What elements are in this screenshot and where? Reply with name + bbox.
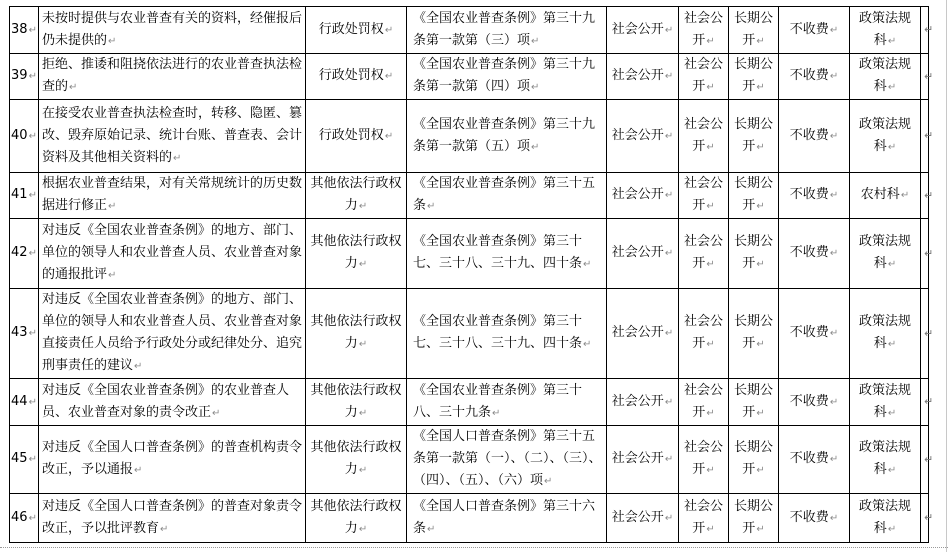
paragraph-mark-icon: ↵ xyxy=(829,190,839,201)
disclosure-object-cell xyxy=(679,219,729,289)
paragraph-mark-icon: ↵ xyxy=(358,339,368,350)
table-row xyxy=(10,494,929,543)
fee-cell xyxy=(779,426,850,494)
paragraph-mark-icon: ↵ xyxy=(756,201,765,212)
paragraph-mark-icon: ↵ xyxy=(108,270,117,281)
department-cell xyxy=(850,7,921,54)
paragraph-mark-icon: ↵ xyxy=(829,71,839,82)
disclosure-object-text: 社会公开 xyxy=(683,234,723,271)
disclosure-period-text: 长期公开 xyxy=(733,440,773,477)
paragraph-mark-icon: ↵ xyxy=(28,328,37,339)
paragraph-mark-icon: ↵ xyxy=(384,130,394,142)
legal-basis-cell xyxy=(407,54,607,100)
paragraph-mark-icon: ↵ xyxy=(28,512,37,524)
paragraph-mark-icon: ↵ xyxy=(887,523,897,535)
disclosure-scope-cell xyxy=(607,54,679,100)
fee-text: 不收费 xyxy=(789,21,829,37)
fee-text: 不收费 xyxy=(789,127,829,143)
paragraph-mark-icon: ↵ xyxy=(706,339,715,350)
power-type-text: 其他依法行政权力 xyxy=(310,234,402,271)
paragraph-mark-icon: ↵ xyxy=(384,24,394,36)
paragraph-mark-icon: ↵ xyxy=(756,407,765,419)
paragraph-mark-icon: ↵ xyxy=(756,339,765,350)
paragraph-mark-icon: ↵ xyxy=(829,396,839,408)
row-end-mark-icon: ↵ xyxy=(924,326,934,340)
paragraph-mark-icon: ↵ xyxy=(69,82,78,93)
disclosure-scope-cell xyxy=(607,379,679,426)
row-number-text: 46 xyxy=(11,509,28,525)
paragraph-mark-icon: ↵ xyxy=(664,130,674,142)
fee-text: 不收费 xyxy=(789,325,829,340)
paragraph-mark-icon: ↵ xyxy=(358,259,368,270)
disclosure-object-text: 社会公开 xyxy=(683,382,723,420)
paragraph-mark-icon: ↵ xyxy=(706,523,715,535)
power-type-text: 行政处罚权 xyxy=(318,21,384,37)
department-text: 政策法规科 xyxy=(858,440,911,477)
fee-cell xyxy=(779,54,850,100)
table-row xyxy=(10,379,929,426)
row-number-text: 43 xyxy=(11,325,28,340)
row-end-mark-icon: ↵ xyxy=(924,511,934,524)
row-end-mark-cell xyxy=(921,173,934,219)
row-end-mark-cell xyxy=(921,426,934,494)
legal-basis-text: 《全国农业普查条例》第三十九条第一款第（三）项 xyxy=(413,10,596,48)
paragraph-mark-icon: ↵ xyxy=(829,328,839,339)
paragraph-mark-icon: ↵ xyxy=(706,259,715,270)
department-cell xyxy=(850,494,921,543)
paragraph-mark-icon: ↵ xyxy=(706,35,715,47)
fee-cell xyxy=(779,100,850,173)
fee-cell xyxy=(779,494,850,543)
paragraph-mark-icon: ↵ xyxy=(887,339,897,350)
item-name-cell xyxy=(39,173,306,219)
fee-text: 不收费 xyxy=(789,393,829,409)
row-number-text: 42 xyxy=(11,245,28,260)
paragraph-mark-icon: ↵ xyxy=(887,82,897,93)
disclosure-period-cell xyxy=(729,100,779,173)
row-end-mark-icon: ↵ xyxy=(924,129,934,142)
row-end-mark-cell xyxy=(921,100,934,173)
row-number-cell xyxy=(10,54,39,100)
row-number-cell xyxy=(10,426,39,494)
item-name-text: 在接受农业普查执法检查时，转移、隐匿、篡改、毁弃原始记录、统计台账、普查表、会计资料及其他相关资料的 xyxy=(42,105,303,165)
paragraph-mark-icon: ↵ xyxy=(358,407,368,419)
disclosure-object-cell xyxy=(679,54,729,100)
paragraph-mark-icon: ↵ xyxy=(756,82,765,93)
row-end-mark-cell xyxy=(921,54,934,100)
paragraph-mark-icon: ↵ xyxy=(664,396,674,408)
item-name-text: 对违反《全国人口普查条例》的普查机构责令改正，予以通报 xyxy=(42,440,303,477)
paragraph-mark-icon: ↵ xyxy=(583,259,592,270)
disclosure-object-cell xyxy=(679,7,729,54)
power-type-text: 其他依法行政权力 xyxy=(310,498,402,536)
power-type-cell xyxy=(306,54,407,100)
paragraph-mark-icon: ↵ xyxy=(756,465,765,476)
legal-basis-cell xyxy=(407,494,607,543)
disclosure-scope-text: 社会公开 xyxy=(611,509,664,525)
disclosure-scope-text: 社会公开 xyxy=(611,187,664,202)
disclosure-object-cell xyxy=(679,426,729,494)
disclosure-period-cell xyxy=(729,54,779,100)
table-body xyxy=(10,7,934,543)
paragraph-mark-icon: ↵ xyxy=(887,407,897,419)
paragraph-mark-icon: ↵ xyxy=(706,407,715,419)
department-text: 政策法规科 xyxy=(858,234,911,271)
paragraph-mark-icon: ↵ xyxy=(28,130,37,142)
paragraph-mark-icon: ↵ xyxy=(134,465,143,476)
paragraph-mark-icon: ↵ xyxy=(706,201,715,212)
item-name-cell xyxy=(39,426,306,494)
table-row xyxy=(10,173,929,219)
disclosure-scope-text: 社会公开 xyxy=(611,325,664,340)
row-number-cell xyxy=(10,379,39,426)
disclosure-object-text: 社会公开 xyxy=(683,176,723,213)
item-name-cell xyxy=(39,494,306,543)
row-end-mark-icon: ↵ xyxy=(924,69,934,83)
row-number-cell xyxy=(10,494,39,543)
paragraph-mark-icon: ↵ xyxy=(756,35,765,47)
row-end-mark-cell xyxy=(921,7,934,54)
disclosure-object-text: 社会公开 xyxy=(683,314,723,351)
table-row xyxy=(10,426,929,494)
disclosure-period-cell xyxy=(729,494,779,543)
disclosure-period-text: 长期公开 xyxy=(733,314,773,351)
disclosure-object-text: 社会公开 xyxy=(683,10,723,48)
department-text: 政策法规科 xyxy=(858,498,911,536)
power-type-cell xyxy=(306,379,407,426)
item-name-cell xyxy=(39,100,306,173)
fee-text: 不收费 xyxy=(789,451,829,466)
paragraph-mark-icon: ↵ xyxy=(887,465,897,476)
department-text: 政策法规科 xyxy=(858,116,911,154)
power-type-text: 行政处罚权 xyxy=(318,68,384,83)
paragraph-mark-icon: ↵ xyxy=(531,141,540,153)
paragraph-mark-icon: ↵ xyxy=(358,523,368,535)
paragraph-mark-icon: ↵ xyxy=(706,82,715,93)
disclosure-scope-text: 社会公开 xyxy=(611,127,664,143)
disclosure-object-cell xyxy=(679,289,729,379)
paragraph-mark-icon: ↵ xyxy=(427,523,436,535)
paragraph-mark-icon: ↵ xyxy=(427,201,436,212)
power-type-text: 行政处罚权 xyxy=(318,127,384,143)
row-number-text: 38 xyxy=(11,21,28,37)
legal-basis-cell xyxy=(407,379,607,426)
power-type-cell xyxy=(306,173,407,219)
paragraph-mark-icon: ↵ xyxy=(28,396,37,408)
disclosure-scope-text: 社会公开 xyxy=(611,393,664,409)
power-type-cell xyxy=(306,426,407,494)
paragraph-mark-icon: ↵ xyxy=(706,141,715,153)
department-cell xyxy=(850,173,921,219)
paragraph-mark-icon: ↵ xyxy=(160,523,169,535)
legal-basis-cell xyxy=(407,289,607,379)
paragraph-mark-icon: ↵ xyxy=(358,465,368,476)
row-number-text: 41 xyxy=(11,187,28,202)
paragraph-mark-icon: ↵ xyxy=(28,190,37,201)
power-list-table xyxy=(9,6,934,543)
row-end-mark-icon: ↵ xyxy=(924,246,934,260)
row-number-text: 39 xyxy=(11,68,28,83)
row-end-mark-cell xyxy=(921,379,934,426)
row-number-text: 40 xyxy=(11,127,28,143)
paragraph-mark-icon: ↵ xyxy=(664,512,674,524)
fee-cell xyxy=(779,173,850,219)
power-type-text: 其他依法行政权力 xyxy=(310,382,402,420)
paragraph-mark-icon: ↵ xyxy=(887,259,897,270)
paragraph-mark-icon: ↵ xyxy=(829,454,839,465)
item-name-text: 根据农业普查结果，对有关常规统计的历史数据进行修正 xyxy=(42,176,303,213)
item-name-cell xyxy=(39,379,306,426)
item-name-cell xyxy=(39,54,306,100)
disclosure-scope-text: 社会公开 xyxy=(611,21,664,37)
row-number-text: 44 xyxy=(11,393,28,409)
disclosure-scope-cell xyxy=(607,426,679,494)
disclosure-scope-cell xyxy=(607,494,679,543)
disclosure-period-text: 长期公开 xyxy=(733,498,773,536)
department-text: 农村科 xyxy=(860,187,900,202)
legal-basis-text: 《全国农业普查条例》第三十九条第一款第（四）项 xyxy=(413,57,596,94)
paragraph-mark-icon: ↵ xyxy=(531,82,540,93)
power-type-text: 其他依法行政权力 xyxy=(310,176,402,213)
disclosure-period-cell xyxy=(729,289,779,379)
disclosure-period-cell xyxy=(729,173,779,219)
paragraph-mark-icon: ↵ xyxy=(664,24,674,36)
paragraph-mark-icon: ↵ xyxy=(829,24,839,36)
paragraph-mark-icon: ↵ xyxy=(531,35,540,47)
paragraph-mark-icon: ↵ xyxy=(173,152,182,164)
disclosure-scope-cell xyxy=(607,100,679,173)
disclosure-scope-cell xyxy=(607,173,679,219)
fee-cell xyxy=(779,219,850,289)
paragraph-mark-icon: ↵ xyxy=(212,407,221,419)
disclosure-period-cell xyxy=(729,426,779,494)
disclosure-object-cell xyxy=(679,100,729,173)
paragraph-mark-icon: ↵ xyxy=(829,130,839,142)
power-type-text: 其他依法行政权力 xyxy=(310,314,402,351)
fee-cell xyxy=(779,7,850,54)
row-number-cell xyxy=(10,7,39,54)
power-type-cell xyxy=(306,100,407,173)
paragraph-mark-icon: ↵ xyxy=(664,190,674,201)
row-end-mark-icon: ↵ xyxy=(924,23,934,36)
disclosure-period-text: 长期公开 xyxy=(733,116,773,154)
disclosure-object-text: 社会公开 xyxy=(683,440,723,477)
disclosure-object-cell xyxy=(679,494,729,543)
paragraph-mark-icon: ↵ xyxy=(28,24,37,36)
legal-basis-text: 《全国人口普查条例》第三十五条第一款第（一）、（二）、（三）、（四）、（五）、（六）项 xyxy=(413,429,602,488)
item-name-cell xyxy=(39,7,306,54)
power-type-cell xyxy=(306,289,407,379)
power-type-cell xyxy=(306,7,407,54)
paragraph-mark-icon: ↵ xyxy=(492,407,501,419)
paragraph-mark-icon: ↵ xyxy=(829,512,839,524)
row-number-cell xyxy=(10,219,39,289)
legal-basis-cell xyxy=(407,7,607,54)
row-number-cell xyxy=(10,173,39,219)
fee-text: 不收费 xyxy=(789,68,829,83)
paragraph-mark-icon: ↵ xyxy=(664,248,674,259)
legal-basis-text: 《全国农业普查条例》第三十八、三十九条 xyxy=(413,382,583,420)
paragraph-mark-icon: ↵ xyxy=(108,35,117,47)
row-end-mark-cell xyxy=(921,219,934,289)
page-right-edge xyxy=(946,0,947,552)
paragraph-mark-icon: ↵ xyxy=(756,141,765,153)
department-cell xyxy=(850,219,921,289)
row-number-cell xyxy=(10,100,39,173)
row-end-mark-cell xyxy=(921,289,934,379)
department-cell xyxy=(850,426,921,494)
table-row xyxy=(10,54,929,100)
paragraph-mark-icon: ↵ xyxy=(384,71,394,82)
disclosure-scope-cell xyxy=(607,7,679,54)
disclosure-scope-cell xyxy=(607,289,679,379)
legal-basis-text: 《全国人口普查条例》第三十六条 xyxy=(413,498,596,536)
fee-cell xyxy=(779,289,850,379)
page-bottom-edge xyxy=(0,547,948,548)
paragraph-mark-icon: ↵ xyxy=(756,259,765,270)
legal-basis-cell xyxy=(407,426,607,494)
item-name-text: 未按时提供与农业普查有关的资料，经催报后仍未提供的 xyxy=(42,10,303,48)
disclosure-object-cell xyxy=(679,173,729,219)
fee-text: 不收费 xyxy=(789,187,829,202)
legal-basis-text: 《全国农业普查条例》第三十七、三十八、三十九、四十条 xyxy=(413,234,583,271)
disclosure-period-text: 长期公开 xyxy=(733,234,773,271)
row-number-cell xyxy=(10,289,39,379)
disclosure-period-text: 长期公开 xyxy=(733,176,773,213)
department-text: 政策法规科 xyxy=(858,10,911,48)
department-cell xyxy=(850,54,921,100)
legal-basis-text: 《全国农业普查条例》第三十九条第一款第（五）项 xyxy=(413,116,596,154)
paragraph-mark-icon: ↵ xyxy=(108,201,117,212)
department-cell xyxy=(850,100,921,173)
department-text: 政策法规科 xyxy=(858,57,911,94)
item-name-cell xyxy=(39,219,306,289)
table-row xyxy=(10,219,929,289)
paragraph-mark-icon: ↵ xyxy=(664,328,674,339)
paragraph-mark-icon: ↵ xyxy=(664,454,674,465)
paragraph-mark-icon: ↵ xyxy=(887,141,897,153)
department-cell xyxy=(850,289,921,379)
paragraph-mark-icon: ↵ xyxy=(358,201,368,212)
disclosure-period-cell xyxy=(729,219,779,289)
department-text: 政策法规科 xyxy=(858,314,911,351)
disclosure-period-cell xyxy=(729,7,779,54)
disclosure-scope-cell xyxy=(607,219,679,289)
paragraph-mark-icon: ↵ xyxy=(134,361,143,372)
power-type-text: 其他依法行政权力 xyxy=(310,440,402,477)
disclosure-object-text: 社会公开 xyxy=(683,116,723,154)
paragraph-mark-icon: ↵ xyxy=(664,71,674,82)
item-name-text: 对违反《全国农业普查条例》的地方、部门、单位的领导人和农业普查人员、农业普查对象的通报批评 xyxy=(42,223,303,282)
item-name-text: 对违反《全国农业普查条例》的地方、部门、单位的领导人和农业普查人员、农业普查对象直接责任人员给予行政处分或纪律处分、追究刑事责任的建议 xyxy=(42,292,303,373)
row-end-mark-icon: ↵ xyxy=(924,188,934,202)
table-row xyxy=(10,100,929,173)
legal-basis-text: 《全国农业普查条例》第三十五条 xyxy=(413,176,596,213)
legal-basis-cell xyxy=(407,100,607,173)
table-row xyxy=(10,7,929,54)
paragraph-mark-icon: ↵ xyxy=(28,454,37,465)
paragraph-mark-icon: ↵ xyxy=(544,476,553,487)
fee-text: 不收费 xyxy=(789,509,829,525)
fee-text: 不收费 xyxy=(789,245,829,260)
table-row xyxy=(10,289,929,379)
row-number-text: 45 xyxy=(11,451,28,466)
power-type-cell xyxy=(306,494,407,543)
paragraph-mark-icon: ↵ xyxy=(583,339,592,350)
legal-basis-text: 《全国农业普查条例》第三十七、三十八、三十九、四十条 xyxy=(413,314,583,351)
legal-basis-cell xyxy=(407,173,607,219)
legal-basis-cell xyxy=(407,219,607,289)
paragraph-mark-icon: ↵ xyxy=(887,35,897,47)
paragraph-mark-icon: ↵ xyxy=(28,248,37,259)
item-name-text: 拒绝、推诿和阻挠依法进行的农业普查执法检查的 xyxy=(42,57,303,94)
paragraph-mark-icon: ↵ xyxy=(706,465,715,476)
department-text: 政策法规科 xyxy=(858,382,911,420)
power-type-cell xyxy=(306,219,407,289)
department-cell xyxy=(850,379,921,426)
item-name-text: 对违反《全国农业普查条例》的农业普查人员、农业普查对象的责令改正 xyxy=(42,382,290,420)
paragraph-mark-icon: ↵ xyxy=(829,248,839,259)
disclosure-scope-text: 社会公开 xyxy=(611,245,664,260)
disclosure-period-text: 长期公开 xyxy=(733,57,773,94)
disclosure-object-cell xyxy=(679,379,729,426)
item-name-cell xyxy=(39,289,306,379)
paragraph-mark-icon: ↵ xyxy=(900,190,910,201)
fee-cell xyxy=(779,379,850,426)
paragraph-mark-icon: ↵ xyxy=(756,523,765,535)
disclosure-period-cell xyxy=(729,379,779,426)
disclosure-object-text: 社会公开 xyxy=(683,57,723,94)
item-name-text: 对违反《全国人口普查条例》的普查对象责令改正，予以批评教育 xyxy=(42,498,303,536)
disclosure-object-text: 社会公开 xyxy=(683,498,723,536)
row-end-mark-cell xyxy=(921,494,934,543)
paragraph-mark-icon: ↵ xyxy=(28,71,37,82)
row-end-mark-icon: ↵ xyxy=(924,452,934,466)
disclosure-scope-text: 社会公开 xyxy=(611,451,664,466)
disclosure-period-text: 长期公开 xyxy=(733,382,773,420)
row-end-mark-icon: ↵ xyxy=(924,395,934,408)
disclosure-scope-text: 社会公开 xyxy=(611,68,664,83)
disclosure-period-text: 长期公开 xyxy=(733,10,773,48)
